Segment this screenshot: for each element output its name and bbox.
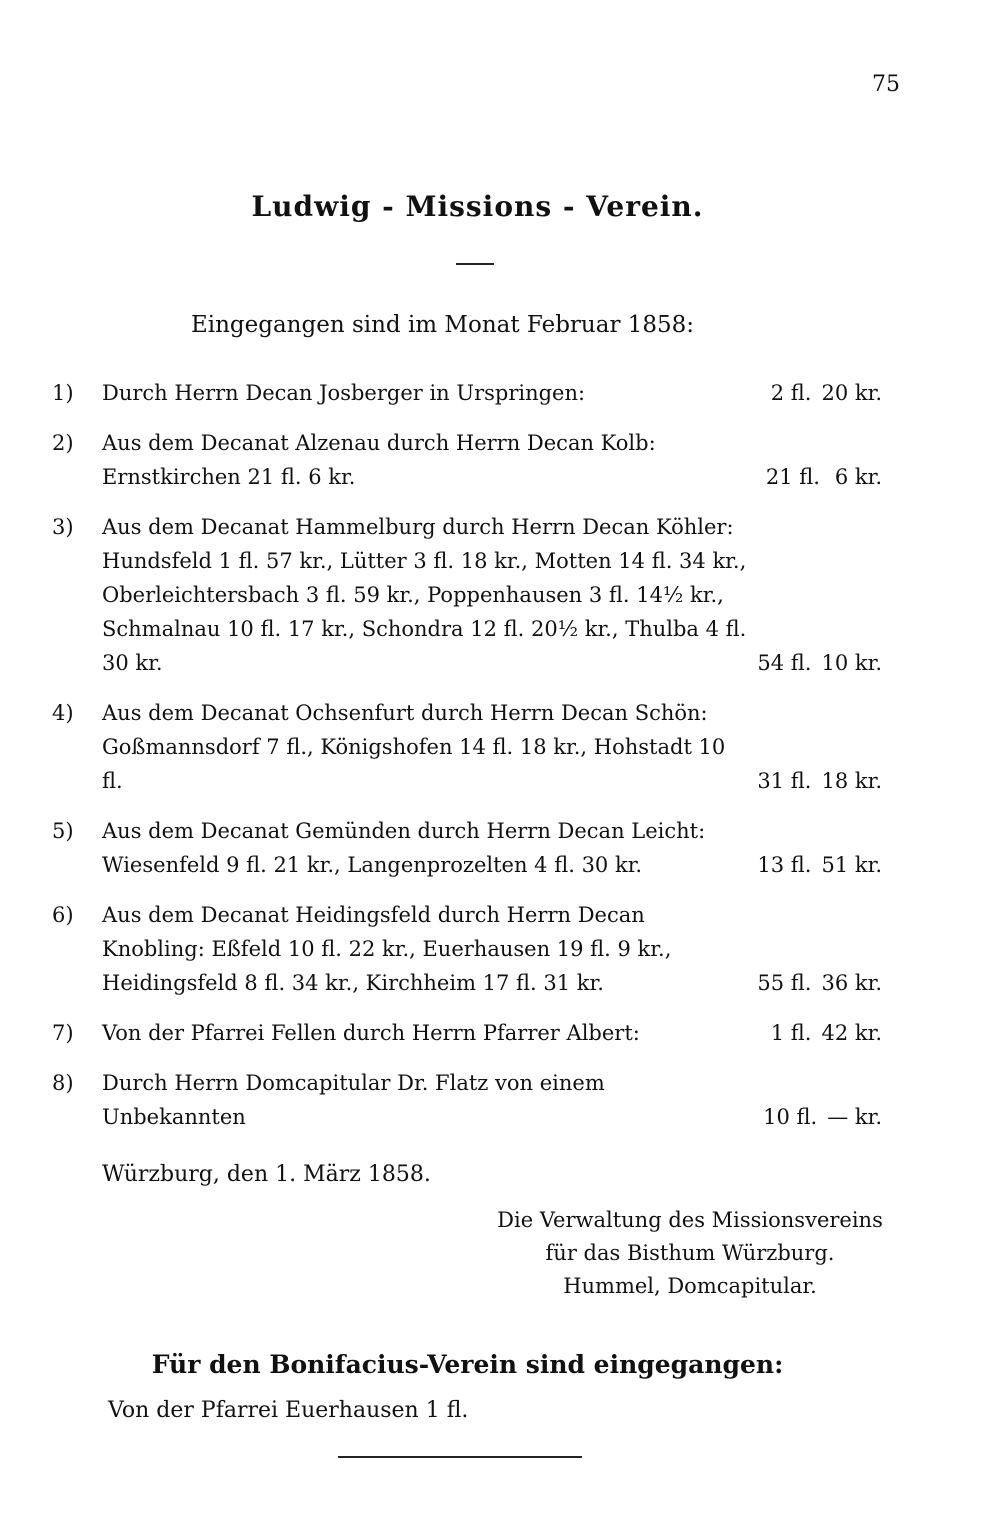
amount-fl: 13 fl. [757, 853, 812, 877]
page-title: Ludwig - Missions - Verein. [251, 190, 704, 223]
section-heading: Für den Bonifacius-Verein sind eingegangen: [151, 1350, 784, 1379]
title-divider [456, 263, 494, 265]
amount-kr: 42 kr. [821, 1021, 882, 1045]
amount-fl: 31 fl. [757, 769, 812, 793]
entry-number: 4) [52, 701, 74, 725]
closing-divider [338, 1456, 582, 1458]
donation-entry [52, 898, 882, 1000]
amount-fl: 2 fl. [770, 381, 812, 405]
entry-amount [742, 1016, 882, 1050]
donation-entry [52, 1066, 882, 1134]
entry-number: 8) [52, 1071, 74, 1095]
donation-entry [52, 510, 882, 680]
amount-kr: 36 kr. [821, 971, 882, 995]
signature-line: Die Verwaltung des Missionsvereins [497, 1208, 883, 1232]
entry-text: Aus dem Decanat Alzenau durch Herrn Decan Kolb: Ernstkirchen 21 fl. 6 kr. [102, 431, 656, 489]
entry-text: Aus dem Decanat Hammelburg durch Herrn Decan Köhler: Hundsfeld 1 fl. 57 kr., Lütter 3 fl. 18 kr., Motten 14 fl. 34 kr., Oberleichtersbach 3 fl. 59 kr., Poppenhausen 3 fl. 14½ kr., Schmalnau 10 fl. 17 kr., Schondra 12 fl. 20½ kr., Thulba 4 fl. 30 kr. [102, 515, 747, 675]
place-date: Würzburg, den 1. März 1858. [102, 1162, 431, 1187]
entry-amount [742, 848, 882, 882]
bonifacius-entry: Von der Pfarrei Euerhausen 1 fl. [108, 1398, 469, 1423]
entry-text: Von der Pfarrei Fellen durch Herrn Pfarrer Albert: [102, 1021, 640, 1045]
subtitle: Eingegangen sind im Monat Februar 1858: [190, 312, 695, 338]
entry-number: 3) [52, 515, 74, 539]
page-number: 75 [872, 72, 900, 97]
entry-text: Aus dem Decanat Heidingsfeld durch Herrn Decan Knobling: Eßfeld 10 fl. 22 kr., Euerhausen 19 fl. 9 kr., Heidingsfeld 8 fl. 34 kr., Kirchheim 17 fl. 31 kr. [102, 903, 672, 995]
entry-amount [742, 460, 882, 494]
entry-text: Durch Herrn Decan Josberger in Urspringen: [102, 381, 586, 405]
entry-number: 1) [52, 381, 74, 405]
signature-line: Hummel, Domcapitular. [563, 1274, 817, 1298]
entry-number: 6) [52, 903, 74, 927]
donation-entry [52, 426, 882, 494]
entry-amount [742, 764, 882, 798]
entry-number: 5) [52, 819, 74, 843]
entry-number: 7) [52, 1021, 74, 1045]
donation-entry [52, 814, 882, 882]
amount-fl: 10 fl. [763, 1105, 818, 1129]
entry-amount [742, 376, 882, 410]
donation-entry [52, 1016, 882, 1050]
entry-amount [742, 646, 882, 680]
amount-kr: 18 kr. [821, 769, 882, 793]
donation-list [52, 376, 882, 1134]
amount-fl: 54 fl. [757, 651, 812, 675]
amount-kr: 6 kr. [834, 465, 882, 489]
signature-block [470, 1204, 910, 1303]
donation-entry [52, 696, 882, 798]
amount-fl: 1 fl. [770, 1021, 812, 1045]
amount-fl: 21 fl. [765, 465, 820, 489]
donation-entry [52, 376, 882, 410]
amount-kr: — kr. [827, 1105, 882, 1129]
entry-amount [742, 1100, 882, 1134]
entry-amount [742, 966, 882, 1000]
signature-line: für das Bisthum Würzburg. [545, 1241, 835, 1265]
amount-kr: 10 kr. [821, 651, 882, 675]
entry-number: 2) [52, 431, 74, 455]
amount-kr: 20 kr. [821, 381, 882, 405]
entry-text: Aus dem Decanat Ochsenfurt durch Herrn Decan Schön: Goßmannsdorf 7 fl., Königshofen 14 fl. 18 kr., Hohstadt 10 fl. [102, 701, 726, 793]
amount-kr: 51 kr. [821, 853, 882, 877]
entry-text: Aus dem Decanat Gemünden durch Herrn Decan Leicht: Wiesenfeld 9 fl. 21 kr., Langenprozelten 4 fl. 30 kr. [102, 819, 706, 877]
amount-fl: 55 fl. [757, 971, 812, 995]
entry-text: Durch Herrn Domcapitular Dr. Flatz von einem Unbekannten [102, 1071, 605, 1129]
